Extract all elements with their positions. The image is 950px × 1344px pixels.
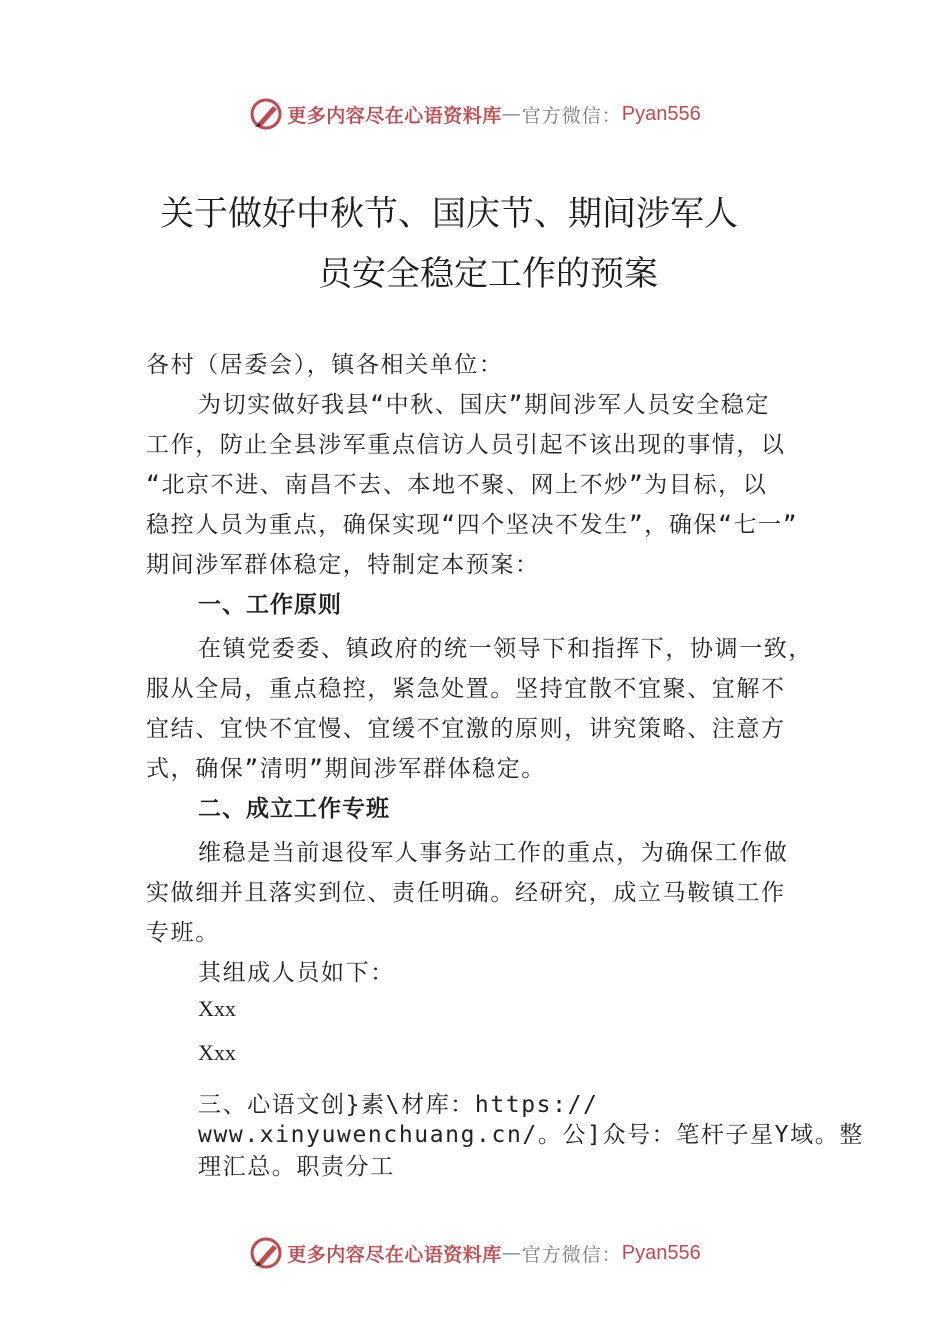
section1-line: 服从全局，重点稳控，紧急处置。坚持宜散不宜聚、宜解不 <box>146 676 786 702</box>
watermark-main-text: 更多内容尽在心语资料库 <box>287 1243 502 1266</box>
member-name: Xxx <box>198 1040 236 1065</box>
intro-line: 为切实做好我县“中秋、国庆”期间涉军人员安全稳定 <box>198 392 771 418</box>
watermark-wechat-label: 官方微信： <box>521 1243 622 1266</box>
section1-line: 宜结、宜快不宜慢、宜缓不宜激的原则，讲究策略、注意方 <box>146 716 786 742</box>
intro-line: 稳控人员为重点，确保实现“四个坚决不发生”，确保“七一” <box>146 512 799 538</box>
section1-heading: 一、工作原则 <box>198 592 342 618</box>
watermark-wechat-label: 官方微信： <box>521 104 622 127</box>
section1-line: 在镇党委委、镇政府的统一领导下和指挥下，协调一致， <box>198 636 813 662</box>
watermark-banner-bottom <box>0 1233 950 1273</box>
document-title-line2: 员安全稳定工作的预案 <box>318 254 658 294</box>
section3-line: 理汇总。职责分工 <box>198 1154 395 1180</box>
section2-line: 实做细并且落实到位、责任明确。经研究，成立马鞍镇工作 <box>146 880 786 906</box>
member-name: Xxx <box>198 996 236 1021</box>
watermark-separator: — <box>501 103 522 125</box>
section2-line: 专班。 <box>146 920 220 946</box>
section2-line: 维稳是当前退役军人事务站工作的重点，为确保工作做 <box>198 840 789 866</box>
pen-logo-icon <box>249 1236 283 1270</box>
intro-line: 工作，防止全县涉军重点信访人员引起不该出现的事情，以 <box>146 432 786 458</box>
section3-line: www.xinyuwenchuang.cn/。公]众号：笔杆子星Y域。整 <box>198 1122 864 1148</box>
salutation: 各村（居委会），镇各相关单位： <box>146 352 504 378</box>
watermark-wechat-id: Pyan556 <box>621 1241 701 1264</box>
watermark-separator: — <box>501 1242 522 1264</box>
section3-line: 三、心语文创}素\材库：https:// <box>198 1092 599 1118</box>
section1-line: 式，确保”清明”期间涉军群体稳定。 <box>146 756 546 782</box>
document-title-line1: 关于做好中秋节、国庆节、期间涉军人 <box>160 194 738 234</box>
pen-logo-icon <box>249 97 283 131</box>
section2-heading: 二、成立工作专班 <box>198 796 390 822</box>
intro-line: “北京不进、南昌不去、本地不聚、网上不炒”为目标，以 <box>146 472 768 498</box>
intro-line: 期间涉军群体稳定，特制定本预案： <box>146 552 540 578</box>
watermark-wechat-id: Pyan556 <box>621 102 701 125</box>
watermark-main-text: 更多内容尽在心语资料库 <box>287 104 502 127</box>
watermark-banner-top <box>0 94 950 134</box>
members-label: 其组成人员如下： <box>198 960 395 986</box>
